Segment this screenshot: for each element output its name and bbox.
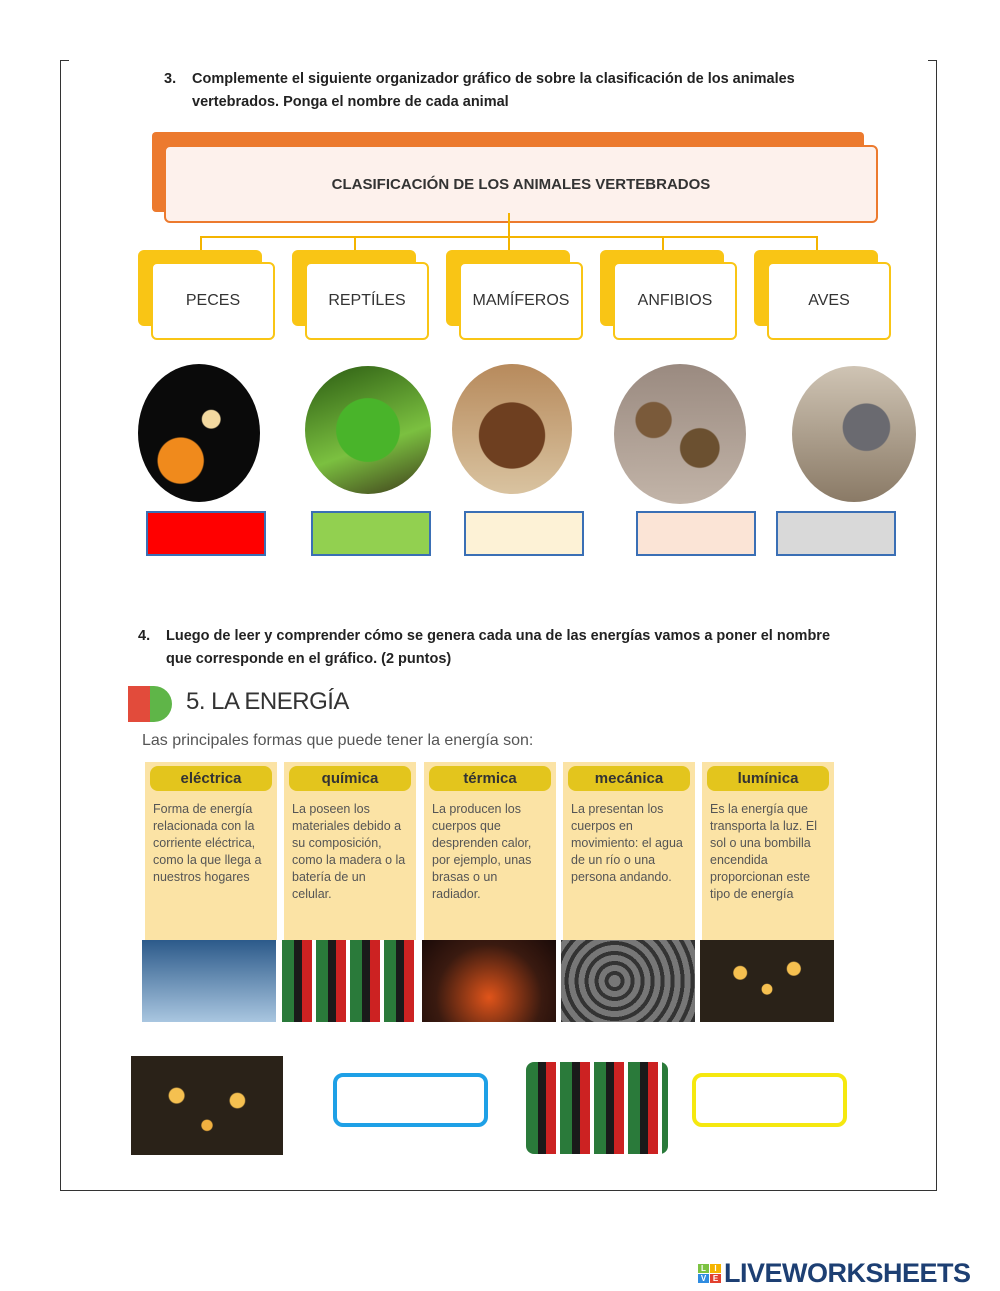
card-title: mecánica xyxy=(568,766,689,791)
batteries-photo xyxy=(282,940,416,1022)
liveworksheets-logo xyxy=(698,1258,971,1289)
answer-box-frog[interactable] xyxy=(636,511,756,556)
answer-box-bear[interactable] xyxy=(464,511,584,556)
card-text: La producen los cuerpos que desprenden calor, por ejemplo, unas brasas o un radiador. xyxy=(432,802,532,901)
question-3 xyxy=(164,68,832,114)
category-aves: AVES xyxy=(767,262,891,340)
bird-photo xyxy=(792,366,916,502)
category-reptiles: REPTÍLES xyxy=(305,262,429,340)
question-number: 4. xyxy=(138,628,151,644)
energy-card-mecanica xyxy=(563,762,695,940)
question-number: 3. xyxy=(164,71,177,87)
brand-name: LIVEWORKSHEETS xyxy=(724,1258,971,1288)
brand-letter: L xyxy=(698,1264,709,1273)
category-mamiferos: MAMÍFEROS xyxy=(459,262,583,340)
energy-card-termica xyxy=(424,762,556,940)
answer-box-iguana[interactable] xyxy=(311,511,431,556)
card-text: Es la energía que transporta la luz. El sol o una bombilla encendida proporcionan este tipo de energía xyxy=(710,802,817,901)
energy-card-quimica xyxy=(284,762,416,940)
batteries-photo xyxy=(526,1062,668,1154)
energy-logo-icon xyxy=(128,686,172,722)
answer-box-fish[interactable] xyxy=(146,511,266,556)
light-bulbs-photo xyxy=(700,940,834,1022)
card-title: lumínica xyxy=(707,766,828,791)
bear-photo xyxy=(452,364,572,494)
card-text: La poseen los materiales debido a su composición, como la madera o la batería de un celular. xyxy=(292,802,406,901)
question-text: Complemente el siguiente organizador gráfico de sobre la clasificación de los animales vertebrados. Ponga el nombre de cada animal xyxy=(192,71,795,110)
embers-photo xyxy=(422,940,556,1022)
card-title: eléctrica xyxy=(150,766,271,791)
light-bulbs-photo xyxy=(131,1056,283,1155)
energy-card-electrica xyxy=(145,762,277,940)
energy-title: 5. LA ENERGÍA xyxy=(186,688,349,715)
energy-card-luminica xyxy=(702,762,834,940)
card-text: Forma de energía relacionada con la corriente eléctrica, como la que llega a nuestros hogares xyxy=(153,802,262,884)
question-4 xyxy=(138,625,846,671)
card-title: química xyxy=(289,766,410,791)
answer-input-luminica[interactable] xyxy=(333,1073,488,1127)
card-title: térmica xyxy=(429,766,550,791)
power-lines-photo xyxy=(142,940,276,1022)
energy-subtitle: Las principales formas que puede tener la energía son: xyxy=(142,732,534,749)
organizer-title: CLASIFICACIÓN DE LOS ANIMALES VERTEBRADOS xyxy=(164,145,878,223)
live-blocks-icon xyxy=(698,1264,721,1283)
fish-photo xyxy=(138,364,260,502)
connector xyxy=(508,213,510,237)
frog-photo xyxy=(614,364,746,504)
question-text: Luego de leer y comprender cómo se genera cada una de las energías vamos a poner el nombre que corresponde en el gráfico. (2 puntos) xyxy=(166,628,831,667)
gears-photo xyxy=(561,940,695,1022)
iguana-photo xyxy=(305,366,431,494)
card-text: La presentan los cuerpos en movimiento: el agua de un río o una persona andando. xyxy=(571,802,683,884)
brand-letter: E xyxy=(710,1274,721,1283)
answer-input-quimica[interactable] xyxy=(692,1073,847,1127)
answer-box-bird[interactable] xyxy=(776,511,896,556)
brand-letter: I xyxy=(710,1264,721,1273)
category-anfibios: ANFIBIOS xyxy=(613,262,737,340)
brand-letter: V xyxy=(698,1274,709,1283)
category-peces: PECES xyxy=(151,262,275,340)
